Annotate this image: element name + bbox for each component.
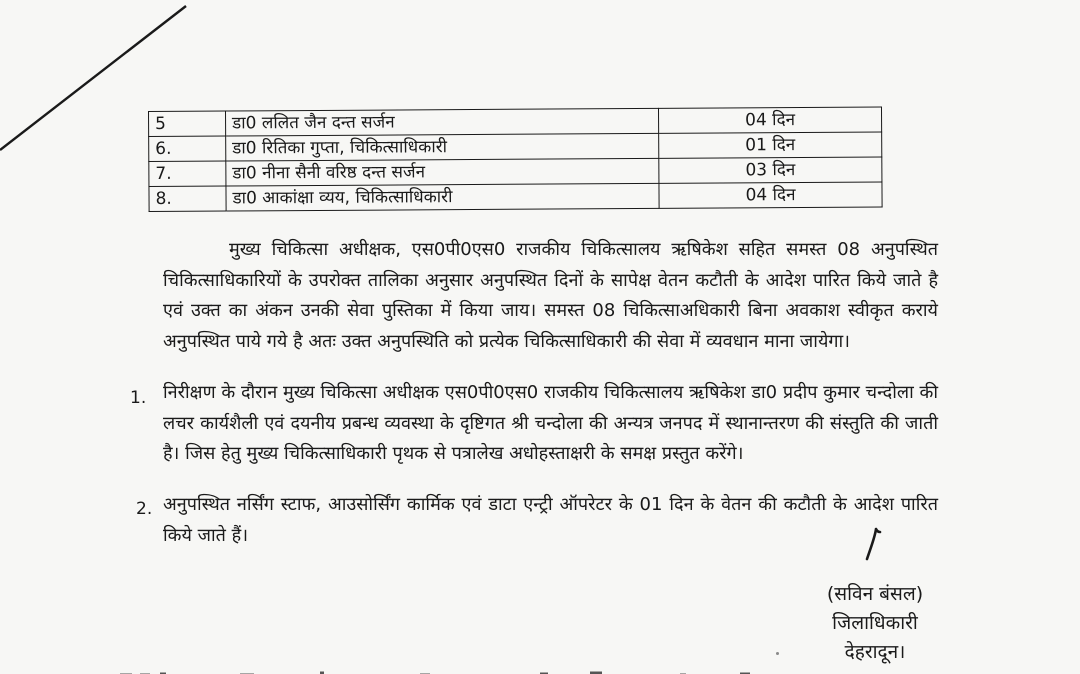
signature-block [800, 580, 950, 667]
point-one-text: निरीक्षण के दौरान मुख्य चिकित्सा अधीक्षक एस0पी0एस0 राजकीय चिकित्सालय ऋषिकेश डा0 प्रदीप कुमार चन्दोला की लचर कार्यशैली एवं दयनीय प्रबन्ध व्यवस्था के दृष्टिगत श्री चन्दोला की अन्यत्र जनपद में स्थानान्तरण की संस्तुति की जाती है। जिस हेतु मुख्य चिकित्साधिकारी पृथक से पत्रालेख अधोहस्ताक्षरी के समक्ष प्रस्तुत करेंगे। [163, 382, 938, 464]
signatory-designation: जिलाधिकारी [832, 612, 918, 634]
signature-stroke-icon [862, 527, 884, 561]
point-two-text: अनुपस्थित नर्सिंग स्टाफ, आउसोर्सिंग कार्मिक एवं डाटा एन्ट्री ऑपरेटर के 01 दिन के वेतन की कटौती के आदेश पारित किये जाते हैं। [163, 494, 938, 546]
point-number: 2. [136, 499, 153, 519]
row-number: 7. [149, 161, 226, 186]
speck [776, 652, 779, 655]
absence-table [148, 107, 883, 212]
absent-days: 03 दिन [659, 157, 882, 183]
doctor-name: डा0 ललित जैन दन्त सर्जन [226, 108, 659, 136]
absent-days: 04 दिन [659, 182, 882, 208]
table-row [149, 132, 882, 161]
row-number: 5 [149, 111, 226, 136]
point-number: 1. [130, 388, 147, 408]
cut-off-line [120, 662, 880, 674]
row-number: 8. [149, 186, 226, 211]
signatory-location: देहरादून। [844, 641, 906, 663]
doctor-name: डा0 आकांक्षा व्यय, चिकित्साधिकारी [226, 183, 659, 211]
signatory-name: (सविन बंसल) [826, 583, 924, 605]
table-row [149, 107, 882, 136]
row-number: 6. [149, 136, 226, 161]
table-row [149, 182, 882, 211]
main-order-paragraph: मुख्य चिकित्सा अधीक्षक, एस0पी0एस0 राजकीय चिकित्सालय ऋषिकेश सहित समस्त 08 अनुपस्थित चिकित्साधिकारियों के उपरोक्त तालिका अनुसार अनुपस्थित दिनों के सापेक्ष वेतन कटौती के आदेश पारित किये जाते है एवं उक्त का अंकन उनकी सेवा पुस्तिका में किया जाय। समस्त 08 चिकित्साअधिकारी बिना अवकाश स्वीकृत कराये अनुपस्थित पाये गये है अतः उक्त अनुपस्थिति को प्रत्येक चिकित्साधिकारी की सेवा में व्यवधान माना जायेगा। [163, 239, 938, 352]
doctor-name: डा0 नीना सैनी वरिष्ठ दन्त सर्जन [226, 158, 659, 186]
table-row [149, 157, 882, 186]
absent-days: 04 दिन [658, 107, 881, 133]
doctor-name: डा0 रितिका गुप्ता, चिकित्साधिकारी [226, 133, 659, 161]
absent-days: 01 दिन [659, 132, 882, 158]
